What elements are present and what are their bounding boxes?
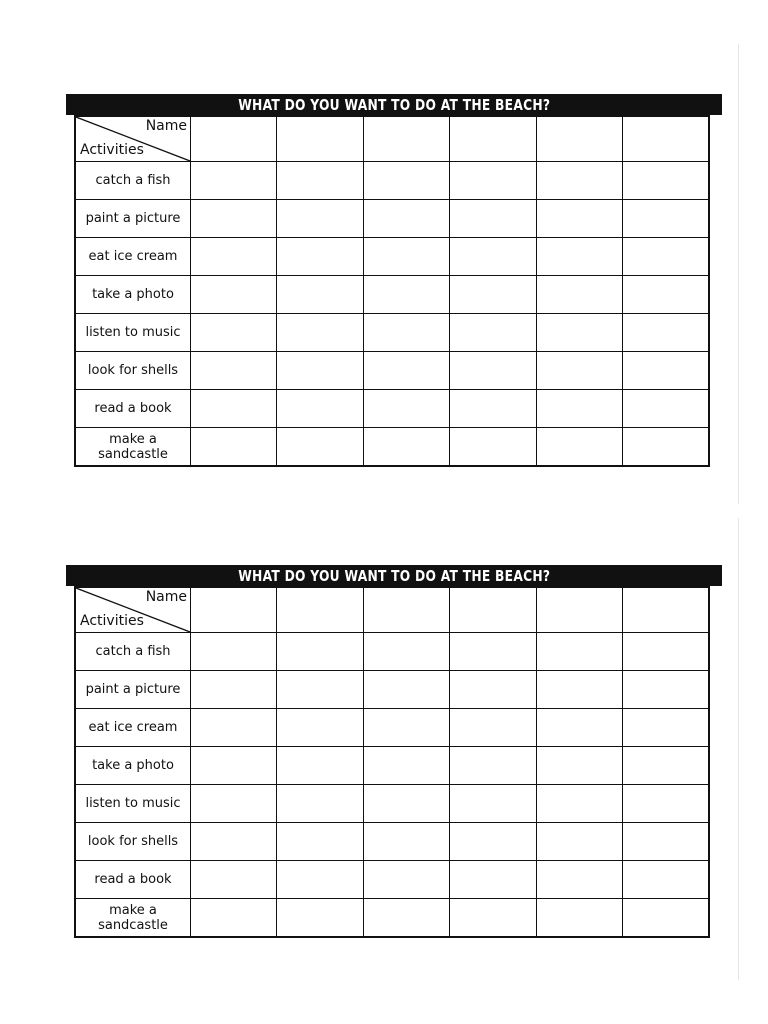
tally-cell[interactable] — [277, 162, 363, 200]
tally-cell[interactable] — [450, 823, 536, 861]
tally-cell[interactable] — [450, 428, 536, 467]
tally-cell[interactable] — [623, 276, 709, 314]
activity-label: listen to music — [85, 325, 181, 340]
name-header-cell[interactable] — [623, 116, 709, 162]
tally-cell[interactable] — [623, 200, 709, 238]
tally-cell[interactable] — [363, 200, 449, 238]
tally-cell[interactable] — [536, 162, 622, 200]
activity-label: paint a picture — [85, 682, 181, 697]
tally-cell[interactable] — [363, 747, 449, 785]
activity-label-cell — [75, 747, 191, 785]
name-header-cell[interactable] — [363, 116, 449, 162]
activity-label-cell — [75, 390, 191, 428]
table-row — [75, 276, 709, 314]
activity-label-cell — [75, 162, 191, 200]
tally-cell[interactable] — [277, 428, 363, 467]
tally-cell[interactable] — [536, 238, 622, 276]
sheet-title: WHAT DO YOU WANT TO DO AT THE BEACH? — [66, 94, 722, 115]
tally-cell[interactable] — [536, 352, 622, 390]
activity-label: catch a fish — [95, 644, 171, 659]
activity-label: read a book — [94, 872, 172, 887]
tally-cell[interactable] — [277, 390, 363, 428]
tally-cell[interactable] — [450, 276, 536, 314]
tally-cell[interactable] — [363, 390, 449, 428]
survey-sheet-2 — [66, 565, 722, 938]
tally-cell[interactable] — [363, 823, 449, 861]
header-row — [75, 116, 709, 162]
activity-label-cell — [75, 314, 191, 352]
activity-label-cell — [75, 671, 191, 709]
tally-cell[interactable] — [277, 200, 363, 238]
tally-cell[interactable] — [191, 352, 277, 390]
tally-cell[interactable] — [450, 899, 536, 938]
table-row — [75, 785, 709, 823]
activity-label: take a photo — [92, 758, 174, 773]
activity-label-cell — [75, 785, 191, 823]
activity-label-cell — [75, 709, 191, 747]
name-header-label: Name — [145, 589, 187, 605]
tally-cell[interactable] — [450, 633, 536, 671]
tally-cell[interactable] — [623, 823, 709, 861]
tally-cell[interactable] — [191, 390, 277, 428]
tally-cell[interactable] — [450, 785, 536, 823]
tally-cell[interactable] — [536, 428, 622, 467]
corner-header-cell — [75, 116, 191, 162]
tally-cell[interactable] — [191, 899, 277, 938]
tally-cell[interactable] — [450, 390, 536, 428]
name-header-cell[interactable] — [191, 587, 277, 633]
tally-cell[interactable] — [363, 899, 449, 938]
tally-cell[interactable] — [450, 747, 536, 785]
tally-cell[interactable] — [536, 390, 622, 428]
tally-cell[interactable] — [536, 785, 622, 823]
tally-cell[interactable] — [363, 633, 449, 671]
activity-label: eat ice cream — [88, 249, 178, 264]
activities-header-label: Activities — [80, 142, 144, 158]
tally-cell[interactable] — [191, 314, 277, 352]
tally-cell[interactable] — [277, 671, 363, 709]
table-row — [75, 162, 709, 200]
tally-cell[interactable] — [623, 747, 709, 785]
name-header-label: Name — [145, 118, 187, 134]
activity-label-cell — [75, 238, 191, 276]
table-row — [75, 823, 709, 861]
tally-cell[interactable] — [623, 671, 709, 709]
tally-cell[interactable] — [450, 162, 536, 200]
name-header-cell[interactable] — [191, 116, 277, 162]
table-row — [75, 709, 709, 747]
tally-cell[interactable] — [450, 200, 536, 238]
tally-cell[interactable] — [536, 861, 622, 899]
tally-cell[interactable] — [536, 314, 622, 352]
tally-cell[interactable] — [363, 314, 449, 352]
name-header-cell[interactable] — [623, 587, 709, 633]
page-edge-line — [738, 44, 739, 504]
activity-label: paint a picture — [85, 211, 181, 226]
activity-label: eat ice cream — [88, 720, 178, 735]
table-row — [75, 238, 709, 276]
table-row — [75, 314, 709, 352]
table-row — [75, 671, 709, 709]
tally-cell[interactable] — [277, 709, 363, 747]
tally-cell[interactable] — [623, 314, 709, 352]
activity-label: read a book — [94, 401, 172, 416]
tally-cell[interactable] — [191, 238, 277, 276]
activity-label: take a photo — [92, 287, 174, 302]
tally-cell[interactable] — [191, 633, 277, 671]
tally-cell[interactable] — [363, 162, 449, 200]
tally-cell[interactable] — [536, 276, 622, 314]
header-row — [75, 587, 709, 633]
activity-label: look for shells — [87, 834, 179, 849]
sheet-title: WHAT DO YOU WANT TO DO AT THE BEACH? — [66, 565, 722, 586]
activity-label: catch a fish — [95, 173, 171, 188]
tally-cell[interactable] — [536, 200, 622, 238]
name-header-cell[interactable] — [536, 116, 622, 162]
tally-cell[interactable] — [277, 747, 363, 785]
tally-cell[interactable] — [623, 352, 709, 390]
tally-cell[interactable] — [277, 352, 363, 390]
tally-cell[interactable] — [623, 861, 709, 899]
table-row — [75, 899, 709, 938]
tally-cell[interactable] — [450, 238, 536, 276]
tally-cell[interactable] — [277, 314, 363, 352]
tally-cell[interactable] — [536, 747, 622, 785]
tally-cell[interactable] — [363, 276, 449, 314]
tally-cell[interactable] — [623, 785, 709, 823]
activity-label: look for shells — [87, 363, 179, 378]
tally-cell[interactable] — [277, 633, 363, 671]
tally-cell[interactable] — [536, 709, 622, 747]
tally-cell[interactable] — [363, 709, 449, 747]
tally-cell[interactable] — [363, 785, 449, 823]
activity-label-cell — [75, 899, 191, 938]
name-header-cell[interactable] — [450, 116, 536, 162]
table-row — [75, 200, 709, 238]
tally-cell[interactable] — [623, 899, 709, 938]
tally-cell[interactable] — [363, 428, 449, 467]
tally-cell[interactable] — [363, 671, 449, 709]
tally-cell[interactable] — [277, 899, 363, 938]
tally-cell[interactable] — [623, 428, 709, 467]
corner-header-cell — [75, 587, 191, 633]
survey-table — [74, 115, 710, 467]
tally-cell[interactable] — [277, 276, 363, 314]
activity-label: listen to music — [85, 796, 181, 811]
tally-cell[interactable] — [277, 861, 363, 899]
tally-cell[interactable] — [536, 633, 622, 671]
activity-label-cell — [75, 352, 191, 390]
activity-label: make a sandcastle — [98, 902, 168, 933]
tally-cell[interactable] — [191, 709, 277, 747]
tally-cell[interactable] — [363, 238, 449, 276]
activity-label-cell — [75, 276, 191, 314]
tally-cell[interactable] — [536, 823, 622, 861]
survey-sheet-1 — [66, 94, 722, 467]
tally-cell[interactable] — [363, 352, 449, 390]
name-header-cell[interactable] — [277, 587, 363, 633]
name-header-cell[interactable] — [277, 116, 363, 162]
tally-cell[interactable] — [536, 899, 622, 938]
activity-label-cell — [75, 633, 191, 671]
table-row — [75, 390, 709, 428]
activity-label-cell — [75, 823, 191, 861]
tally-cell[interactable] — [623, 162, 709, 200]
tally-cell[interactable] — [191, 671, 277, 709]
tally-cell[interactable] — [191, 162, 277, 200]
tally-cell[interactable] — [536, 671, 622, 709]
tally-cell[interactable] — [277, 785, 363, 823]
tally-cell[interactable] — [191, 785, 277, 823]
tally-cell[interactable] — [191, 861, 277, 899]
table-row — [75, 861, 709, 899]
activity-label-cell — [75, 861, 191, 899]
tally-cell[interactable] — [450, 709, 536, 747]
table-row — [75, 747, 709, 785]
tally-cell[interactable] — [191, 747, 277, 785]
tally-cell[interactable] — [450, 861, 536, 899]
activity-label-cell — [75, 200, 191, 238]
tally-cell[interactable] — [623, 390, 709, 428]
page-edge-line — [738, 518, 739, 980]
tally-cell[interactable] — [450, 352, 536, 390]
tally-cell[interactable] — [623, 709, 709, 747]
activity-label: make a sandcastle — [98, 431, 168, 462]
name-header-cell[interactable] — [536, 587, 622, 633]
name-header-cell[interactable] — [450, 587, 536, 633]
tally-cell[interactable] — [623, 633, 709, 671]
tally-cell[interactable] — [191, 823, 277, 861]
activities-header-label: Activities — [80, 613, 144, 629]
table-row — [75, 352, 709, 390]
table-row — [75, 633, 709, 671]
tally-cell[interactable] — [277, 238, 363, 276]
activity-label-cell — [75, 428, 191, 467]
table-row — [75, 428, 709, 467]
tally-cell[interactable] — [363, 861, 449, 899]
tally-cell[interactable] — [623, 238, 709, 276]
tally-cell[interactable] — [191, 276, 277, 314]
name-header-cell[interactable] — [363, 587, 449, 633]
tally-cell[interactable] — [191, 428, 277, 467]
tally-cell[interactable] — [450, 671, 536, 709]
tally-cell[interactable] — [277, 823, 363, 861]
tally-cell[interactable] — [191, 200, 277, 238]
survey-table — [74, 586, 710, 938]
tally-cell[interactable] — [450, 314, 536, 352]
